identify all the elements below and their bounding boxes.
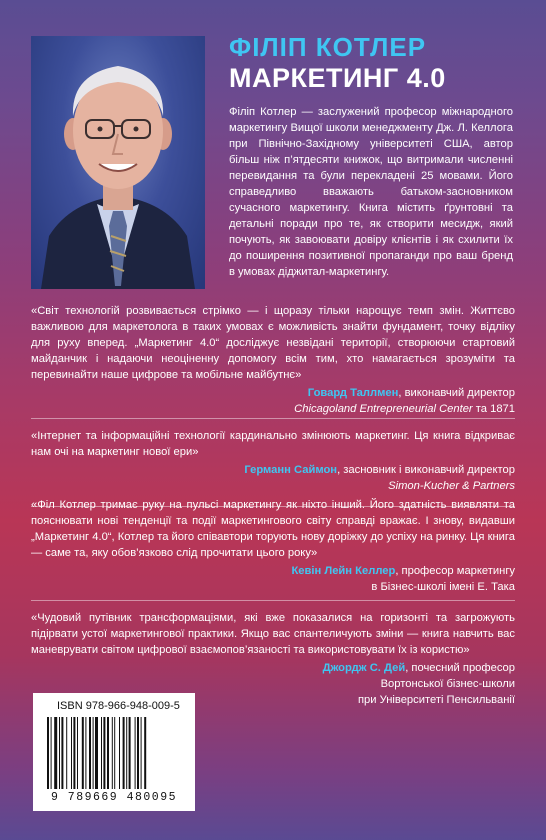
quote-role: , почесний професор — [405, 662, 515, 674]
quote-text: «Чудовий путівник трансформаціями, які вже показалися на горизонті та загрожують підірвати устої маркетингової практики. Якщо вас спантеличують зміни — книга навчить вас маневрувати світом цифрової взаємопов’язаності та використовувати їх із користю» — [31, 612, 515, 656]
barcode-bar — [47, 717, 49, 789]
quote-role: , виконавчий директор — [398, 387, 515, 399]
quote-attribution — [31, 462, 515, 494]
barcode-bar — [137, 717, 139, 789]
quote-organization: Simon-Kucher & Partners — [388, 480, 515, 492]
barcode-bar — [101, 717, 102, 789]
barcode-bar — [66, 717, 67, 789]
quote-author: Говард Таллмен — [307, 387, 399, 399]
barcode-bar — [82, 717, 84, 789]
barcode-bar — [129, 717, 131, 789]
quote-organization-suffix: та 1871 — [472, 403, 515, 415]
quote-role: , засновник і виконавчий директор — [337, 464, 515, 476]
author-bio: Філіп Котлер — заслужений професор міжнародного маркетингу Вищої школи менеджменту Дж. Л. Келлога при Північно-Західному університеті США, автор більш ніж п’ятдесяти книжок, що витримали численні перевидання та були перекладені 25 мовами. Його справедливо вважають батьком-засновником сучасного маркетингу. Книга містить ґрунтовні та детальні поради про те, як створити месидж, який почують, як завоювати довіру клієнтів і як схилити їх до поширення позитивної пропаганди про ваш бренд в умовах діджитал-маркетингу. — [229, 106, 513, 278]
testimonial-quote — [31, 497, 515, 595]
barcode-bar — [73, 717, 75, 789]
quote-role: , професор маркетингу — [395, 565, 515, 577]
barcode-bar — [135, 717, 136, 789]
testimonial-quote — [31, 428, 515, 494]
quote-organization: Chicagoland Entrepreneurial Center — [294, 403, 473, 415]
isbn-text: ISBN 978-966-948-009-5 — [57, 700, 180, 712]
author-name: ФІЛІП КОТЛЕР — [229, 32, 427, 62]
barcode-bar — [119, 717, 120, 789]
quote-text: «Інтернет та інформаційні технології кардинально змінюють маркетинг. Ця книга відкриває нам очі на маркетинг нової ери» — [31, 430, 515, 458]
barcode-bar — [114, 717, 115, 789]
quote-attribution — [31, 563, 515, 595]
quote-author: Джордж С. Дей — [322, 662, 406, 674]
barcode-bar — [95, 717, 98, 789]
barcode-bar — [107, 717, 109, 789]
barcode-bar — [61, 717, 63, 789]
barcode-bar — [89, 717, 91, 789]
barcode-bar — [123, 717, 125, 789]
divider — [31, 600, 515, 601]
quote-organization-line2: при Університеті Пенсильванії — [357, 694, 515, 706]
barcode-bar — [71, 717, 72, 789]
quote-text: «Філ Котлер тримає руку на пульсі маркетингу як ніхто інший. Його здатність виявляти та пояснювати нові тенденції та події маркетингового світу справді вражає. І знову, видавши „Маркетинг 4.0“, Котлер та його співавтори торують нову доріжку до успіху на ринку. Ця книга — саме та, яку обов’язково слід прочитати цього року» — [31, 499, 515, 559]
barcode-bar — [59, 717, 60, 789]
author-photo — [31, 36, 205, 289]
book-title: МАРКЕТИНГ 4.0 — [229, 63, 446, 93]
barcode-bar — [54, 717, 57, 789]
barcode-bar — [77, 717, 78, 789]
quote-organization: Вортонської бізнес-школи — [380, 678, 515, 690]
quote-author: Кевін Лейн Келлер — [291, 565, 396, 577]
barcode-bar — [85, 717, 86, 789]
barcode-bar — [112, 717, 113, 789]
quote-attribution — [31, 385, 515, 417]
quote-author: Германн Саймон — [244, 464, 338, 476]
barcode-bar — [51, 717, 52, 789]
quote-text: «Світ технологій розвивається стрімко — і щоразу тільки нарощує темп змін. Життєво важливою для маркетолога в таких умовах є можливість знайти фундамент, точку відліку для руху вперед. „Маркетинг 4.0“ досліджує незвідані території, створюючи стартовий майданчик і надаючи неоціненну допомогу всім тим, хто намагається зрозуміти та перевинайти наше цифрове та мобільне майбутнє» — [31, 305, 515, 381]
barcode-bar — [126, 717, 127, 789]
barcode-bar — [93, 717, 94, 789]
barcode-bar — [144, 717, 146, 789]
quote-organization: в Бізнес-школі імені Е. Така — [371, 581, 515, 593]
divider — [31, 418, 515, 419]
barcode-number: 9 789669 480095 — [50, 791, 178, 804]
testimonial-quote — [31, 303, 515, 417]
isbn-barcode — [33, 693, 195, 811]
barcode-bar — [103, 717, 105, 789]
barcode-bar — [141, 717, 142, 789]
